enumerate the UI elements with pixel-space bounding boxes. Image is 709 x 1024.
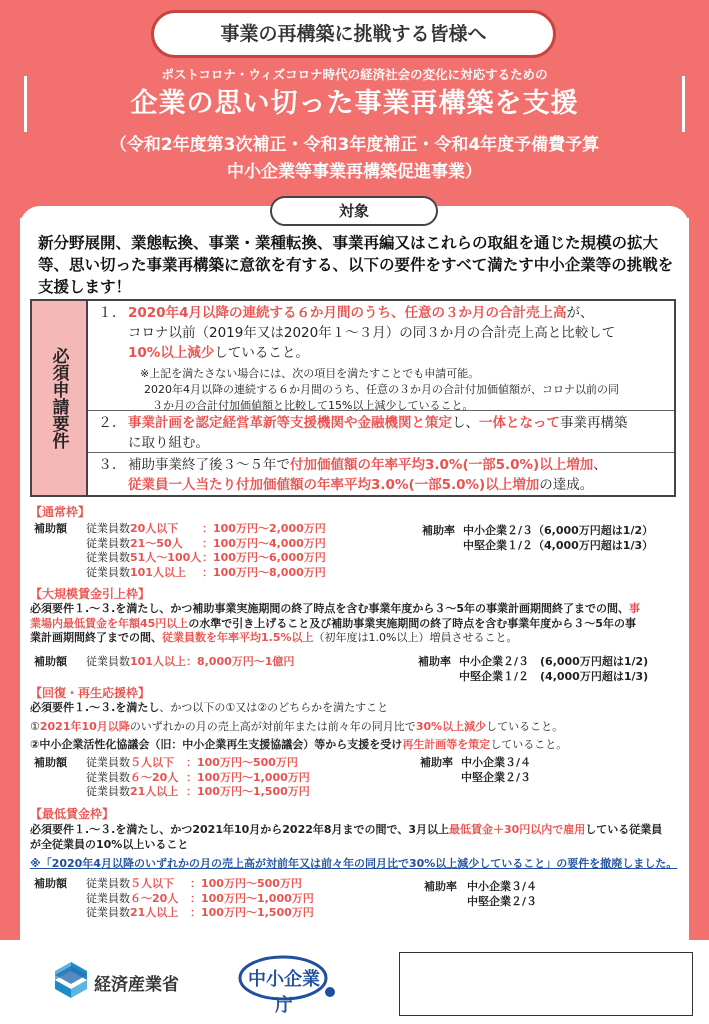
lead-text: ポストコロナ・ウィズコロナ時代の経済社会の変化に対応するための (161, 67, 548, 82)
minwage-note: ※「2020年4月以降のいずれかの月の売上高が対前年又は前々年の同月比で30%以上減少していること」の要件を撤廃しました。 (30, 857, 678, 870)
meti-logo-icon (55, 962, 87, 998)
large-rate-label: 補助率 (418, 655, 451, 668)
large-requirement-text: 必須要件１.～３.を満たし、かつ補助事業実施期間の終了時点を含む事業年度から３～5年の事業計画期間終了までの間、事 業場内最低賃金を年額45円以上の水準で引き上げること及び補助事業実施期間の終了時点を含む事業年度から３～5年の事 業計画期間終了までの間、従業員数を年率平均1.5%以上（初年度は1.0%以上）増員させること。 (30, 602, 641, 644)
recovery-amount-table: 従業員数５人以下 ：100万円～500万円 従業員数６～20人 ：100万円～1,000万円 従業員数21人以上 ：100万円～1,500万円 (86, 756, 310, 798)
large-frame-title: 【大規模賃金引上枠】 (30, 587, 151, 601)
left-band (0, 200, 20, 940)
target-label: 対象 (270, 196, 438, 226)
recovery-amount-label: 補助額 (34, 756, 67, 769)
requirement-3: ３． 補助事業終了後３～５年で付加価値額の年率平均3.0%(一部5.0%)以上増加、 従業員一人当たり付加価値額の年率平均3.0%(一部5.0%)以上増加の達成。 (98, 457, 607, 493)
normal-rate-label: 補助率 (422, 524, 455, 537)
minwage-rate-1: 中小企業３/４ (467, 880, 538, 893)
minwage-rate-label: 補助率 (424, 880, 457, 893)
minwage-amount-table: 従業員数５人以下 ：100万円～500万円 従業員数６～20人 ：100万円～1,000万円 従業員数21人以上 ：100万円～1,500万円 (86, 877, 314, 919)
main-title: 企業の思い切った事業再構築を支援 (130, 88, 579, 119)
requirements-label: 必須申請要件 (32, 301, 88, 495)
contact-box (399, 952, 693, 1016)
recovery-frame-title: 【回復・再生応援枠】 (30, 686, 151, 700)
large-rate-1: 中小企業２/３ (6,000万円超は1/2) (459, 655, 649, 668)
requirement-2: ２． 事業計画を認定経営革新等支援機関や金融機関と策定し、一体となって事業再構築 に取り組む。 (88, 411, 674, 453)
normal-rate-2: 中堅企業１/２（4,000万円超は1/3） (463, 539, 654, 552)
minwage-requirement-text: 必須要件１.～３.を満たし、かつ2021年10月から2022年8月までの間で、3月以上最低賃金＋30円以内で雇用している従業員 が全従業員の10%以上いること (30, 823, 663, 851)
requirements-box (30, 299, 676, 497)
recovery-rate-2: 中堅企業２/３ (461, 771, 532, 784)
subtitle-line1: （令和2年度第3次補正・令和3年度補正・令和4年度予備費予算 (109, 135, 600, 155)
large-rate-2: 中堅企業１/２ (4,000万円超は1/3) (459, 670, 649, 683)
requirement-1: １． 2020年4月以降の連続する６か月間のうち、任意の３か月の合計売上高が、 コロナ以前（2019年又は2020年１～３月）の同３か月の合計売上高と比較して 10%以上減少していること。 ※上記を満たさない場合には、次の項目を満たすことでも申請可能。 2020年4月以降の連続する６か月間のうち、任意の３か月の合計付加価値額が、コロナ以前の同 ３か月の合計付加価値額と比較して15%以上減少していること。 (88, 301, 674, 411)
large-amount-row: 従業員数101人以上：8,000万円～1億円 (86, 655, 295, 668)
audience-pill: 事業の再構築に挑戦する皆様へ (151, 10, 556, 58)
normal-rate-1: 中小企業２/３（6,000万円超は1/2） (463, 524, 654, 537)
meti-label: 経済産業省 (94, 975, 179, 995)
large-amount-label: 補助額 (34, 655, 67, 668)
sme-agency-label: 中小企業庁 (248, 969, 320, 1016)
recovery-rate-label: 補助率 (420, 756, 453, 769)
normal-frame-title: 【通常枠】 (30, 505, 91, 519)
recovery-requirement-text: 必須要件１.～３.を満たし、かつ以下の①又は②のどちらかを満たすこと ①2021年10月以降のいずれかの月の売上高が対前年または前々年の同月比で30%以上減少していること。 ②中小企業活性化協議会（旧：中小企業再生支援協議会）等から支援を受け再生計画等を策定していること。 (30, 701, 568, 751)
minwage-amount-label: 補助額 (34, 877, 67, 890)
minwage-frame-title: 【最低賃金枠】 (30, 807, 115, 821)
normal-amount-table: 従業員数20人以下 ：100万円～2,000万円 従業員数21～50人 ：100万円～4,000万円 従業員数51人～100人：100万円～6,000万円 従業員数101人以上 ：100万円～8,000万円 (86, 522, 326, 579)
req1-highlight: 2020年4月以降の連続する６か月間のうち、任意の３か月の合計売上高 (128, 305, 567, 321)
recovery-rate-1: 中小企業３/４ (461, 756, 532, 769)
target-intro: 新分野展開、業態転換、事業・業種転換、事業再編又はこれらの取組を通じた規模の拡大等、思い切った事業再構築に意欲を有する、以下の要件をすべて満たす中小企業等の挑戦を支援します！ (38, 234, 674, 296)
normal-amount-label: 補助額 (34, 522, 67, 535)
minwage-rate-2: 中堅企業２/３ (467, 895, 538, 908)
right-band (689, 200, 709, 940)
subtitle-line2: 中小企業等事業再構築促進事業） (227, 162, 482, 182)
sme-agency-logo (238, 952, 338, 1016)
